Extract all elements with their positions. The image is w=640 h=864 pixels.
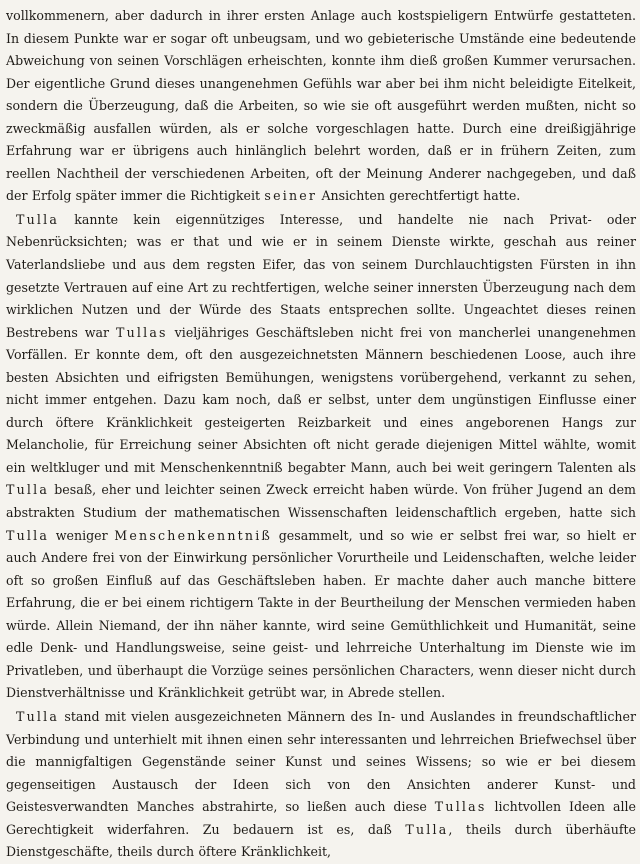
emphasized-name: Tulla bbox=[405, 821, 449, 837]
text-segment: vieljähriges Geschäftsleben nicht frei von mancherlei unangenehmen Vorfällen. Er konnte dem, oft den ausgezeichnetsten Männern beschiedenen Loose, auch ihre besten Absichten und eifrigsten Bemühungen, wenigstens vorübergehend, verkannt zu sehen, nicht immer entgehen. Dazu kam noch, daß er selbst, unter dem ungünstigen Einflusse einer durch öftere Kränklichkeit gesteigerten Reizbarkeit und eines angeborenen Hangs zur Melancholie, für Erreichung seiner Absichten oft nicht gerade diejenigen Mittel wählte, womit ein weltkluger und mit Menschenkenntniß begabter Mann, auch bei weit geringern Talenten als bbox=[6, 324, 636, 475]
text-segment: gesammelt, und so wie er selbst frei war, so hielt er auch Andere frei von der Einwirkung persönlicher Vorurtheile und Leidenschaften, welche leider oft so großen Einfluß auf das Geschäftsleben haben. Er machte daher auch manche bittere Erfahrung, die er bei einem richtigern Takte in der Beurtheilung der Menschen vermieden haben würde. Allein Niemand, der ihn näher kannte, wird seine Gemüthlichkeit und Humanität, seine edle Denk- und Handlungsweise, seine geist- und lehrreiche Unterhaltung im Dienste wie im Privatleben, und überhaupt die Vorzüge seines persönlichen Characters, wenn dieser nicht durch Dienstverhältnisse und Kränklichkeit getrübt war, in Abrede stellen. bbox=[6, 527, 636, 701]
emphasized-name: Tullas bbox=[434, 799, 487, 815]
emphasized-word: Menschenkenntniß bbox=[114, 527, 273, 543]
text-segment: besaß, eher und leichter seinen Zweck erreicht haben würde. Von früher Jugend an dem abstrakten Studium der mathematischen Wissenschaften leidenschaftlich ergeben, hatte sich bbox=[6, 482, 636, 521]
paragraph-3 bbox=[6, 706, 636, 864]
emphasized-name: Tulla bbox=[16, 211, 60, 227]
text-segment: , theils durch überhäufte Dienstgeschäfte, theils durch öftere Kränklichkeit, bbox=[6, 821, 636, 860]
paragraph-1 bbox=[6, 5, 636, 208]
text-segment: vollkommenern, aber dadurch in ihrer ersten Anlage auch kostspieligern Entwürfe gestatteten. In diesem Punkte war er sogar oft unbeugsam, und wo gebieterische Umstände eine bedeutende Abweichung von seinen Vorschlägen erheischten, konnte ihm dieß großen Kummer verursachen. Der eigentliche Grund dieses unangenehmen Gefühls war aber bei ihm nicht beleidigte Eitelkeit, sondern die Überzeugung, daß die Arbeiten, so wie sie oft ausgeführt werden mußten, nicht so zweckmäßig ausfallen würden, als er solche vorgeschlagen hatte. Durch eine dreißigjährige Erfahrung war er übrigens auch hinlänglich belehrt worden, daß er in frühern Zeiten, zum reellen Nachtheil der verschiedenen Arbeiten, oft der Meinung Anderer nachgegeben, und daß der Erfolg später immer die Richtigkeit bbox=[6, 8, 636, 204]
emphasized-name: Tulla bbox=[16, 708, 60, 724]
text-segment: stand mit vielen ausgezeichneten Männern des In- und Auslandes in freundschaftlicher Verbindung und unterhielt mit ihnen einen sehr interessanten und lehrreichen Briefwechsel über die mannigfaltigen Gegenstände seiner Kunst und seines Wissens; so wie er bei diesem gegenseitigen Austausch der Ideen sich von den Ansichten anderer Kunst- und Geistesverwandten Manches abstrahirte, so ließen auch diese bbox=[6, 708, 636, 815]
emphasized-name: Tulla bbox=[6, 482, 50, 498]
emphasized-name: Tullas bbox=[115, 324, 168, 340]
text-segment: weniger bbox=[49, 527, 115, 543]
emphasized-word: seiner bbox=[264, 188, 318, 204]
text-segment: kannte kein eigennütziges Interesse, und handelte nie nach Privat- oder Nebenrücksichten; was er that und wie er in seinem Dienste wirkte, geschah aus reiner Vaterlandsliebe und aus dem regsten Eifer, das von seinem Durchlauchtigsten Fürsten in ihn gesetzte Vertrauen auf eine Art zu rechtfertigen, welche seiner innersten Überzeugung nach dem wirklichen Nutzen und der Würde des Staats entsprechen sollte. Ungeachtet dieses reinen Bestrebens war bbox=[6, 211, 636, 340]
emphasized-name: Tulla bbox=[6, 527, 50, 543]
text-segment: lichtvollen Ideen alle Gerechtigkeit widerfahren. Zu bedauern ist es, daß bbox=[6, 799, 636, 837]
text-segment: Ansichten gerechtfertigt hatte. bbox=[317, 188, 521, 204]
paragraph-2 bbox=[6, 209, 636, 705]
